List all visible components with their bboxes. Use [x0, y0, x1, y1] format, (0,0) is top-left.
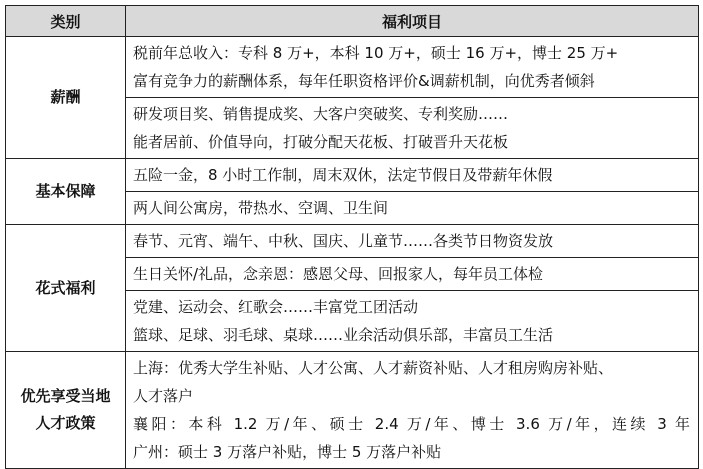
- benefit-line: 襄阳：本科 1.2 万/年、硕士 2.4 万/年、博士 3.6 万/年，连续 3 年: [133, 415, 690, 433]
- table-row: [6, 159, 699, 192]
- category-label: 基本保障: [35, 182, 96, 200]
- benefit-line: 税前年总收入：专科 8 万+，本科 10 万+，硕士 16 万+，博士 25 万+: [133, 44, 619, 62]
- benefit-cell: [126, 37, 699, 98]
- table-row: [6, 37, 699, 98]
- benefit-line: 能者居前、价值导向，打破分配天花板、打破晋升天花板: [133, 133, 509, 151]
- benefit-cell: [126, 258, 699, 291]
- category-label: 优先享受当地: [20, 387, 111, 405]
- benefit-line: 五险一金，8 小时工作制，周末双休，法定节假日及带薪年休假: [133, 166, 553, 184]
- benefit-cell: [126, 352, 699, 469]
- benefit-line: 篮球、足球、羽毛球、桌球……业余活动俱乐部，丰富员工生活: [133, 326, 554, 344]
- benefit-line: 两人间公寓房，带热水、空调、卫生间: [133, 199, 389, 217]
- benefit-cell: [126, 291, 699, 352]
- benefit-line: 党建、运动会、红歌会……丰富党工团活动: [133, 298, 419, 316]
- table-row: [6, 225, 699, 258]
- category-label: 薪酬: [50, 88, 81, 106]
- benefit-line: 人才落户: [133, 387, 194, 405]
- category-fancy-benefits: [6, 225, 126, 352]
- header-row: [6, 6, 699, 37]
- benefit-cell: [126, 159, 699, 192]
- benefit-cell: [126, 225, 699, 258]
- category-label: 花式福利: [35, 278, 96, 297]
- category-salary: [6, 37, 126, 159]
- table-row: [6, 352, 699, 469]
- benefit-line: 春节、元宵、端午、中秋、国庆、儿童节……各类节日物资发放: [133, 232, 554, 250]
- benefit-line: 富有竞争力的薪酬体系，每年任职资格评价&调薪机制，向优秀者倾斜: [133, 72, 595, 90]
- benefit-line: 上海：优秀大学生补贴、人才公寓、人才薪资补贴、人才租房购房补贴、: [133, 359, 614, 377]
- category-label: 人才政策: [35, 414, 96, 432]
- category-local-talent-policy: [6, 352, 126, 469]
- category-basic-security: [6, 159, 126, 225]
- header-item: 福利项目: [126, 6, 699, 37]
- benefit-line: 研发项目奖、销售提成奖、大客户突破奖、专利奖励……: [133, 105, 509, 123]
- benefit-line: 生日关怀/礼品，念亲恩：感恩父母、回报家人，每年员工体检: [133, 265, 544, 283]
- benefit-line: 广州：硕士 3 万落户补贴，博士 5 万落户补贴: [133, 443, 442, 461]
- benefits-table: [5, 5, 699, 469]
- benefit-cell: [126, 98, 699, 159]
- header-category: 类别: [6, 6, 126, 37]
- benefit-cell: [126, 192, 699, 225]
